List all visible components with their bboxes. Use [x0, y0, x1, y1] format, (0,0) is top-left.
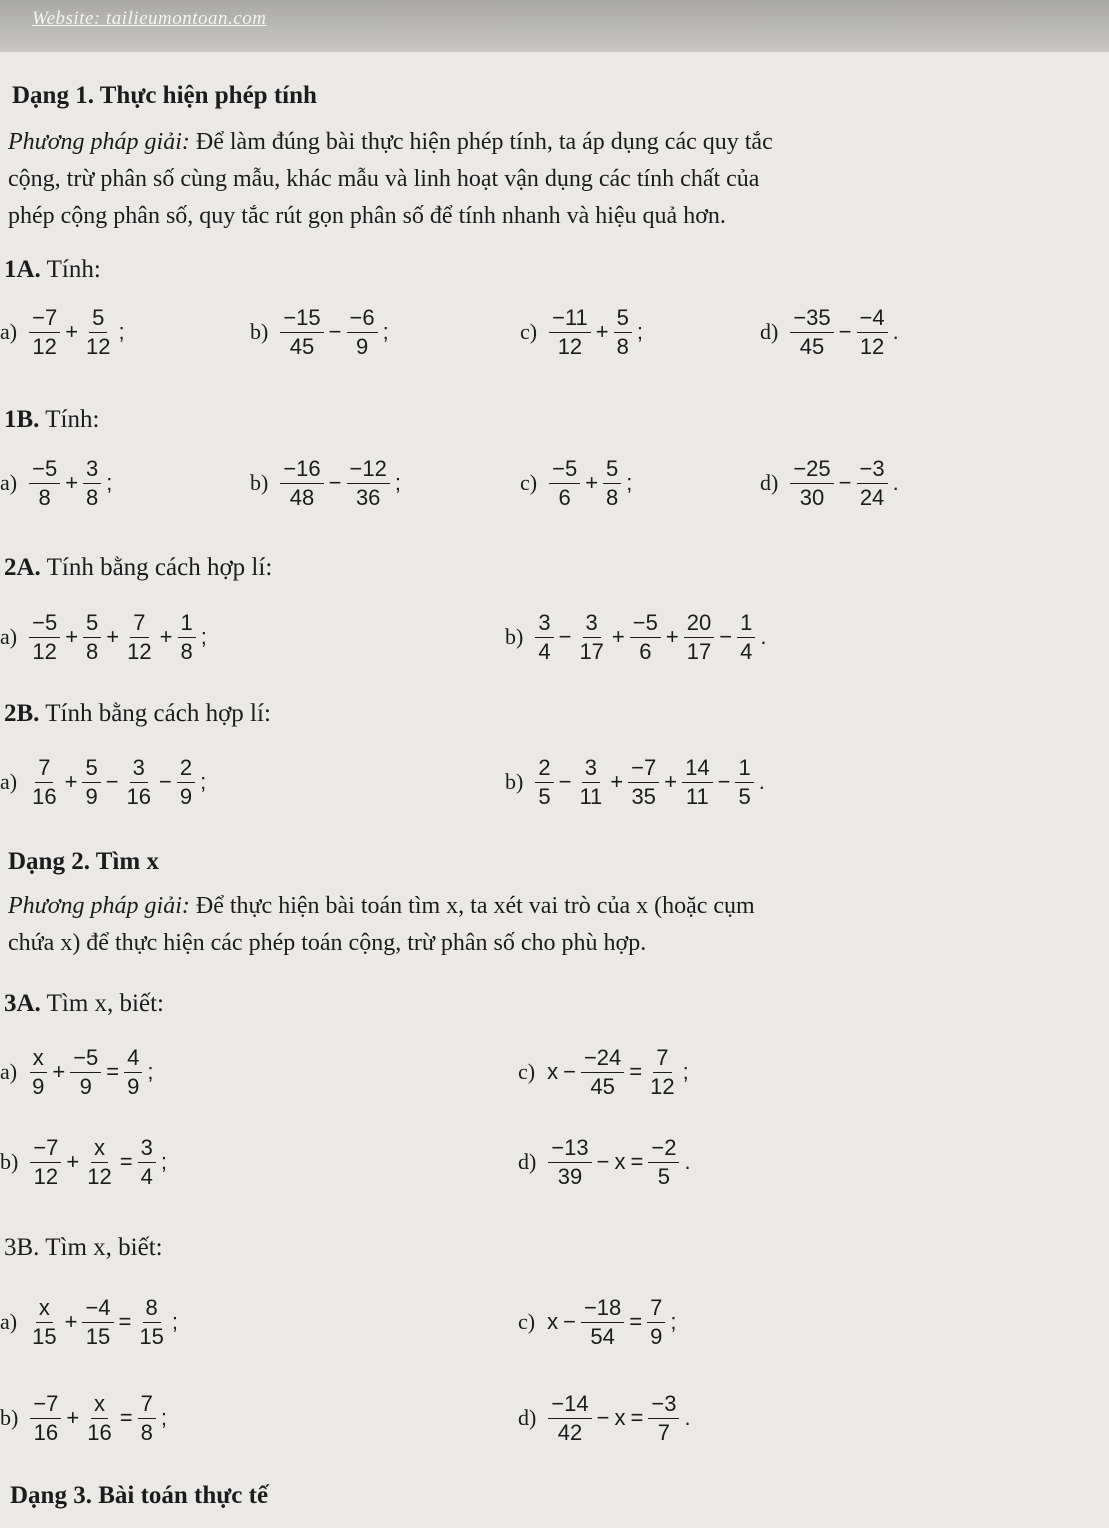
denominator: 15: [139, 1323, 164, 1349]
method-label: Phương pháp giải:: [8, 893, 190, 919]
numerator: 3: [83, 457, 101, 484]
operator: ;: [200, 769, 207, 794]
operator: +: [595, 319, 609, 344]
exercise-1A-row: [0, 302, 1109, 362]
numerator: −5: [70, 1046, 101, 1073]
exercise-item: [0, 752, 209, 812]
denominator: 17: [579, 638, 604, 664]
fraction: [136, 1296, 166, 1349]
exercise-item: [0, 1292, 181, 1352]
item-label: c): [518, 1309, 536, 1334]
fraction: [603, 457, 621, 510]
numerator: 7: [647, 1296, 665, 1323]
operator: −: [838, 319, 852, 344]
dang3-title: Dạng 3. Bài toán thực tế: [10, 1482, 269, 1509]
numerator: 20: [684, 611, 714, 638]
exercise-item: [520, 302, 646, 362]
item-label: c): [520, 470, 538, 495]
operator: ;: [382, 319, 389, 344]
numerator: −6: [347, 306, 378, 333]
denominator: 8: [606, 484, 619, 510]
operator: −: [563, 1309, 576, 1334]
denominator: 9: [85, 783, 98, 809]
method-text: cộng, trừ phân số cùng mẫu, khác mẫu và linh hoạt vận dụng các tính chất của: [8, 166, 760, 192]
fraction: [790, 457, 833, 510]
operator: +: [665, 624, 679, 649]
denominator: 9: [79, 1073, 92, 1099]
fraction: [84, 1136, 114, 1189]
denominator: 8: [86, 484, 99, 510]
item-label: c): [520, 319, 538, 344]
operator: ;: [106, 470, 113, 495]
numerator: x: [91, 1392, 108, 1419]
numerator: −11: [549, 306, 591, 333]
denominator: 16: [33, 1419, 59, 1445]
fraction: [280, 457, 323, 510]
numerator: 7: [653, 1046, 671, 1073]
numerator: −5: [549, 457, 580, 484]
numerator: −18: [581, 1296, 624, 1323]
exercise-2B-row: [0, 752, 1109, 812]
operator: +: [64, 1309, 78, 1334]
denominator: 45: [799, 333, 825, 359]
exercise-3A-row-2: [0, 1132, 1109, 1192]
numerator: 5: [83, 611, 101, 638]
item-label: d): [518, 1149, 537, 1174]
denominator: 15: [85, 1323, 111, 1349]
exercise-3B-label: 3B. Tìm x, biết:: [4, 1234, 163, 1261]
method-text: phép cộng phân số, quy tắc rút gọn phân số để tính nhanh và hiệu quả hơn.: [8, 203, 726, 229]
denominator: 12: [859, 333, 885, 359]
fraction: [138, 1392, 156, 1445]
fraction: [347, 457, 390, 510]
numerator: −12: [347, 457, 390, 484]
method-text: Để thực hiện bài toán tìm x, ta xét vai trò của x (hoặc cụm: [189, 893, 755, 919]
numerator: −7: [30, 1136, 61, 1163]
numerator: x: [91, 1136, 108, 1163]
numerator: −7: [628, 756, 659, 783]
exercise-item: [518, 1388, 694, 1448]
fraction: [177, 756, 195, 809]
operator: −: [563, 1059, 576, 1084]
website-label: Website: tailieumontoan.com: [32, 8, 267, 29]
denominator: 8: [616, 333, 629, 359]
operator: .: [892, 319, 899, 344]
numerator: 2: [177, 756, 195, 783]
operator: +: [66, 1149, 80, 1174]
denominator: 36: [355, 484, 381, 510]
numerator: −3: [857, 457, 888, 484]
fraction: [70, 1046, 101, 1099]
exercise-item: [505, 752, 768, 812]
numerator: 8: [143, 1296, 161, 1323]
numerator: −24: [581, 1046, 624, 1073]
operator: .: [684, 1405, 691, 1430]
fraction: [280, 306, 323, 359]
numerator: x: [36, 1296, 53, 1323]
fraction: [124, 1046, 142, 1099]
fraction: [29, 1046, 47, 1099]
operator: +: [610, 769, 624, 794]
operator: +: [664, 769, 678, 794]
fraction: [178, 611, 196, 664]
fraction: [82, 756, 100, 809]
denominator: 11: [685, 783, 709, 809]
fraction: [684, 611, 714, 664]
operator: −: [838, 470, 852, 495]
fraction: [576, 611, 606, 664]
denominator: 16: [87, 1419, 112, 1445]
numerator: −4: [857, 306, 888, 333]
numerator: 5: [614, 306, 632, 333]
exercise-2A-row: [0, 607, 1109, 667]
denominator: 45: [590, 1073, 615, 1099]
fraction: [549, 457, 580, 510]
operator: .: [758, 769, 765, 794]
denominator: 24: [859, 484, 885, 510]
operator: ;: [147, 1059, 154, 1084]
numerator: −5: [29, 457, 60, 484]
header-band: [0, 0, 1109, 52]
item-label: a): [0, 769, 18, 794]
operator: +: [585, 470, 599, 495]
numerator: −25: [790, 457, 833, 484]
denominator: 12: [557, 333, 583, 359]
fraction: [576, 756, 605, 809]
operator: =: [118, 1309, 132, 1334]
denominator: 39: [557, 1163, 583, 1189]
numerator: −7: [30, 1392, 61, 1419]
denominator: 4: [538, 638, 551, 664]
denominator: 9: [179, 783, 193, 809]
operator: =: [629, 1309, 643, 1334]
method-text: chứa x) để thực hiện các phép toán cộng, trừ phân số cho phù hợp.: [8, 930, 647, 956]
operator: ;: [682, 1059, 689, 1084]
exercise-item: [0, 1042, 157, 1102]
numerator: 1: [737, 611, 755, 638]
item-label: d): [760, 470, 779, 495]
denominator: 9: [355, 333, 369, 359]
operator: +: [65, 319, 79, 344]
fraction: [138, 1136, 156, 1189]
operator: =: [106, 1059, 120, 1084]
fraction: [82, 1296, 113, 1349]
exercise-item: [520, 453, 635, 513]
item-label: d): [518, 1405, 537, 1430]
exercise-3A-label: 3A. Tìm x, biết:: [4, 990, 164, 1017]
numerator: −7: [29, 306, 60, 333]
fraction: [790, 306, 833, 359]
denominator: 12: [650, 1073, 675, 1099]
numerator: −5: [29, 611, 60, 638]
exercise-item: [518, 1292, 680, 1352]
operator: ;: [394, 470, 401, 495]
item-label: b): [0, 1405, 19, 1430]
operator: +: [159, 624, 173, 649]
fraction: [857, 457, 888, 510]
fraction: [124, 611, 154, 664]
denominator: 5: [657, 1163, 671, 1189]
operator: +: [106, 624, 120, 649]
denominator: 8: [38, 484, 51, 510]
fraction: [735, 756, 753, 809]
fraction: [549, 306, 591, 359]
dang1-title: Dạng 1. Thực hiện phép tính: [12, 82, 317, 109]
dang1-method: [8, 124, 1098, 235]
operator: −: [558, 624, 572, 649]
fraction: [647, 1296, 665, 1349]
item-label: b): [250, 470, 269, 495]
operator: ;: [160, 1405, 167, 1430]
exercise-1B-row: [0, 453, 1109, 513]
exercise-3A-row-1: [0, 1042, 1109, 1102]
numerator: 1: [178, 611, 196, 638]
variable: x: [547, 1309, 559, 1334]
numerator: 5: [89, 306, 107, 333]
denominator: 17: [686, 638, 712, 664]
operator: −: [159, 769, 172, 794]
operator: +: [611, 624, 625, 649]
operator: −: [328, 319, 342, 344]
numerator: −13: [548, 1136, 591, 1163]
numerator: −3: [648, 1392, 679, 1419]
item-label: a): [0, 1059, 18, 1084]
fraction: [83, 306, 113, 359]
fraction: [630, 611, 661, 664]
fraction: [648, 1392, 679, 1445]
operator: −: [105, 769, 119, 794]
denominator: 12: [33, 1163, 59, 1189]
fraction: [548, 1392, 591, 1445]
operator: +: [65, 470, 79, 495]
denominator: 8: [180, 638, 193, 664]
numerator: −15: [280, 306, 323, 333]
exercise-1B-label: 1B. Tính:: [4, 406, 100, 433]
fraction: [29, 756, 59, 809]
item-label: b): [505, 624, 524, 649]
operator: −: [717, 769, 731, 794]
fraction: [737, 611, 755, 664]
numerator: 5: [603, 457, 621, 484]
item-label: b): [0, 1149, 19, 1174]
exercise-item: [0, 1388, 170, 1448]
fraction: [647, 1046, 677, 1099]
variable: x: [614, 1405, 626, 1430]
operator: ;: [200, 624, 207, 649]
denominator: 5: [538, 783, 551, 809]
exercise-3B-row-1: [0, 1292, 1109, 1352]
fraction: [124, 756, 154, 809]
exercise-item: [518, 1042, 692, 1102]
denominator: 4: [740, 638, 753, 664]
exercise-3B-row-2: [0, 1388, 1109, 1448]
dang2-title: Dạng 2. Tìm x: [8, 848, 159, 875]
denominator: 16: [32, 783, 57, 809]
operator: −: [558, 769, 572, 794]
operator: .: [760, 624, 767, 649]
exercise-item: [0, 302, 128, 362]
denominator: 6: [639, 638, 652, 664]
numerator: −16: [280, 457, 323, 484]
operator: +: [52, 1059, 66, 1084]
numerator: x: [30, 1046, 47, 1073]
operator: ;: [670, 1309, 677, 1334]
fraction: [83, 611, 101, 664]
fraction: [83, 457, 101, 510]
numerator: 1: [735, 756, 753, 783]
denominator: 8: [86, 638, 99, 664]
numerator: −14: [548, 1392, 591, 1419]
fraction: [30, 1136, 61, 1189]
method-text: Để làm đúng bài thực hiện phép tính, ta áp dụng các quy tắc: [189, 129, 773, 155]
denominator: 12: [127, 638, 152, 664]
fraction: [614, 306, 632, 359]
denominator: 4: [140, 1163, 153, 1189]
denominator: 35: [631, 783, 656, 809]
fraction: [648, 1136, 679, 1189]
fraction: [535, 611, 553, 664]
item-label: a): [0, 319, 18, 344]
operator: .: [684, 1149, 691, 1174]
operator: −: [596, 1149, 610, 1174]
variable: x: [614, 1149, 626, 1174]
exercise-2A-label: 2A. Tính bằng cách hợp lí:: [4, 554, 273, 581]
denominator: 6: [558, 484, 571, 510]
operator: .: [892, 470, 899, 495]
numerator: 3: [138, 1136, 156, 1163]
denominator: 11: [579, 783, 603, 809]
operator: +: [65, 624, 79, 649]
exercise-1A-label: 1A. Tính:: [4, 256, 101, 283]
operator: ;: [160, 1149, 167, 1174]
denominator: 9: [650, 1323, 663, 1349]
operator: ;: [171, 1309, 178, 1334]
operator: +: [66, 1405, 80, 1430]
denominator: 42: [557, 1419, 583, 1445]
numerator: −4: [82, 1296, 113, 1323]
method-label: Phương pháp giải:: [8, 129, 190, 155]
exercise-2B-label: 2B. Tính bằng cách hợp lí:: [4, 700, 271, 727]
operator: −: [596, 1405, 610, 1430]
denominator: 12: [87, 1163, 112, 1189]
variable: x: [547, 1059, 559, 1084]
item-label: a): [0, 470, 18, 495]
denominator: 8: [140, 1419, 153, 1445]
operator: =: [119, 1149, 133, 1174]
denominator: 12: [86, 333, 111, 359]
fraction: [347, 306, 378, 359]
operator: ;: [118, 319, 125, 344]
denominator: 45: [289, 333, 315, 359]
exercise-item: [760, 302, 902, 362]
exercise-item: [250, 453, 404, 513]
exercise-item: [505, 607, 769, 667]
numerator: −2: [648, 1136, 679, 1163]
denominator: 30: [799, 484, 825, 510]
fraction: [857, 306, 888, 359]
denominator: 12: [32, 333, 57, 359]
fraction: [535, 756, 553, 809]
denominator: 9: [127, 1073, 140, 1099]
operator: =: [629, 1059, 643, 1084]
numerator: 14: [682, 756, 712, 783]
item-label: a): [0, 624, 18, 649]
numerator: 5: [82, 756, 100, 783]
item-label: b): [250, 319, 269, 344]
operator: ;: [636, 319, 644, 344]
fraction: [29, 457, 60, 510]
operator: =: [630, 1149, 644, 1174]
denominator: 48: [289, 484, 315, 510]
exercise-item: [250, 302, 392, 362]
numerator: 3: [582, 756, 600, 783]
exercise-item: [760, 453, 902, 513]
numerator: 3: [583, 611, 601, 638]
numerator: 7: [138, 1392, 156, 1419]
operator: −: [328, 470, 342, 495]
numerator: −35: [790, 306, 833, 333]
fraction: [581, 1296, 624, 1349]
denominator: 15: [32, 1323, 57, 1349]
dang2-method: [8, 888, 1098, 962]
operator: =: [630, 1405, 644, 1430]
numerator: 7: [130, 611, 148, 638]
numerator: 3: [130, 756, 148, 783]
denominator: 7: [657, 1419, 671, 1445]
numerator: −5: [630, 611, 661, 638]
item-label: a): [0, 1309, 18, 1334]
denominator: 5: [738, 783, 751, 809]
operator: ;: [626, 470, 633, 495]
denominator: 9: [32, 1073, 45, 1099]
fraction: [29, 306, 60, 359]
fraction: [29, 1296, 59, 1349]
exercise-item: [518, 1132, 694, 1192]
fraction: [628, 756, 659, 809]
item-label: c): [518, 1059, 536, 1084]
operator: −: [719, 624, 733, 649]
exercise-item: [0, 607, 210, 667]
fraction: [581, 1046, 624, 1099]
denominator: 54: [590, 1323, 615, 1349]
exercise-item: [0, 453, 115, 513]
fraction: [682, 756, 712, 809]
item-label: b): [505, 769, 524, 794]
operator: =: [119, 1405, 133, 1430]
fraction: [548, 1136, 591, 1189]
fraction: [29, 611, 60, 664]
numerator: 7: [35, 756, 53, 783]
denominator: 16: [126, 783, 152, 809]
denominator: 12: [32, 638, 57, 664]
fraction: [30, 1392, 61, 1445]
numerator: 2: [535, 756, 553, 783]
fraction: [84, 1392, 114, 1445]
numerator: 3: [535, 611, 553, 638]
numerator: 4: [124, 1046, 142, 1073]
item-label: d): [760, 319, 779, 344]
exercise-item: [0, 1132, 170, 1192]
operator: +: [64, 769, 78, 794]
